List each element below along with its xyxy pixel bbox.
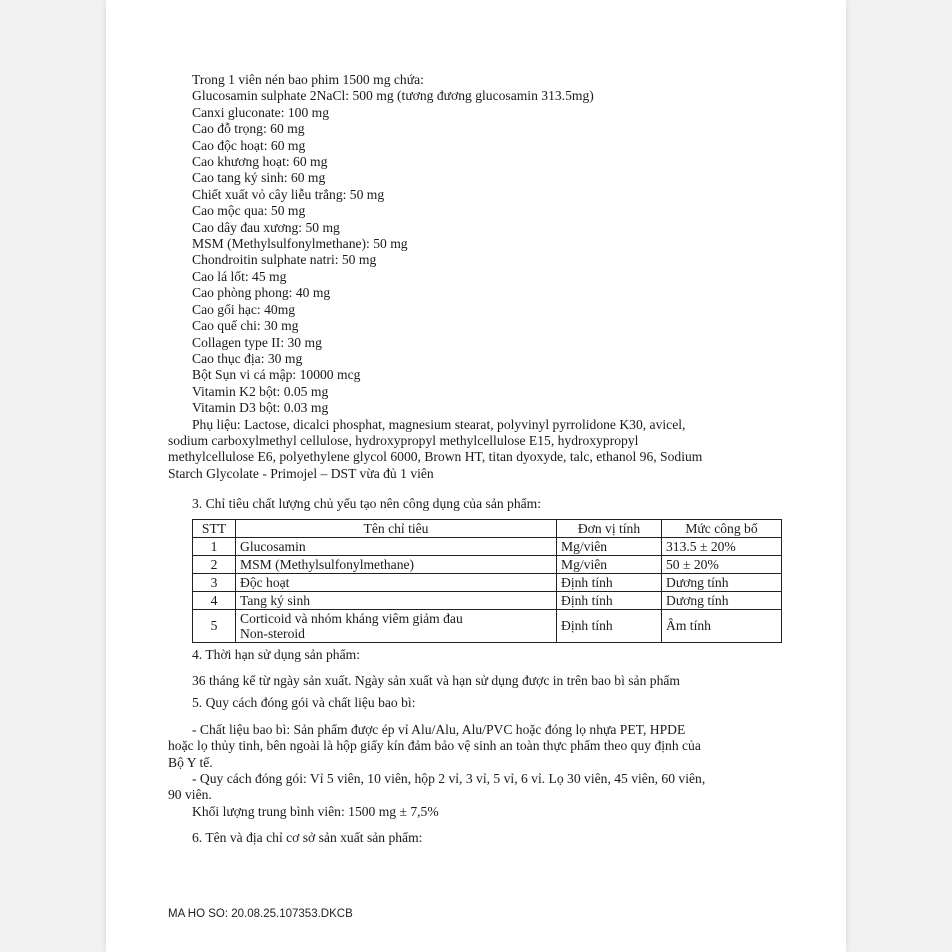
- packaging-material-paragraph: [168, 722, 788, 771]
- ingredients-list: [168, 72, 788, 417]
- cell-value: 50 ± 20%: [662, 555, 782, 573]
- document-page: [106, 0, 846, 952]
- cell-name: [236, 609, 557, 642]
- cell-name: MSM (Methylsulfonylmethane): [236, 555, 557, 573]
- table-row: [193, 609, 782, 642]
- ingredient-item: Cao gối hạc: 40mg: [192, 301, 296, 317]
- file-code-footer: MA HO SO: 20.08.25.107353.DKCB: [168, 908, 353, 920]
- cell-name: Tang ký sinh: [236, 591, 557, 609]
- ingredient-item: Cao phòng phong: 40 mg: [192, 285, 331, 301]
- header-value: Mức công bố: [662, 519, 782, 537]
- cell-stt: 4: [193, 591, 236, 609]
- paragraph-line: - Quy cách đóng gói: Vỉ 5 viên, 10 viên, hộp 2 vỉ, 3 vỉ, 5 vỉ, 6 vỉ. Lọ 30 viên, 45 viên, 60 viên,: [192, 771, 706, 786]
- ingredient-item: Cao mộc qua: 50 mg: [192, 203, 306, 219]
- ingredient-item: Cao đỗ trọng: 60 mg: [192, 121, 305, 137]
- ingredient-item: Vitamin K2 bột: 0.05 mg: [192, 383, 329, 399]
- header-name: Tên chỉ tiêu: [236, 519, 557, 537]
- ingredient-item: Collagen type II: 30 mg: [192, 334, 322, 350]
- paragraph-line: 90 viên.: [168, 787, 212, 803]
- cell-unit: Định tính: [557, 591, 662, 609]
- table-row: [193, 573, 782, 591]
- cell-stt: 3: [193, 573, 236, 591]
- table-row: [193, 555, 782, 573]
- cell-name: Độc hoạt: [236, 573, 557, 591]
- table-row: [193, 591, 782, 609]
- ingredient-item: Bột Sụn vi cá mập: 10000 mcg: [192, 367, 361, 383]
- ingredient-item: Cao thục địa: 30 mg: [192, 350, 303, 366]
- cell-value: Dương tính: [662, 591, 782, 609]
- ingredient-item: Canxi gluconate: 100 mg: [192, 104, 330, 120]
- paragraph-line: Khối lượng trung bình viên: 1500 mg ± 7,5%: [192, 803, 439, 819]
- excipients-paragraph: [168, 417, 788, 483]
- excipients-line: sodium carboxylmethyl cellulose, hydroxypropyl methylcellulose E15, hydroxypropyl: [168, 432, 639, 448]
- excipients-line: methylcellulose E6, polyethylene glycol 6000, Brown HT, titan dyoxyde, talc, ethanol 96, Sodium: [168, 449, 703, 465]
- cell-name: Glucosamin: [236, 537, 557, 555]
- ingredient-item: MSM (Methylsulfonylmethane): 50 mg: [192, 236, 408, 252]
- section-5-title: 5. Quy cách đóng gói và chất liệu bao bì:: [192, 695, 416, 711]
- ingredient-item: Glucosamin sulphate 2NaCl: 500 mg (tương đương glucosamin 313.5mg): [192, 88, 594, 104]
- ingredient-item: Cao quế chi: 30 mg: [192, 318, 299, 334]
- cell-unit: Mg/viên: [557, 555, 662, 573]
- ingredients-title: Trong 1 viên nén bao phim 1500 mg chứa:: [192, 72, 424, 87]
- excipients-line: Phụ liệu: Lactose, dicalci phosphat, magnesium stearat, polyvinyl pyrrolidone K30, avicel,: [192, 416, 686, 432]
- paragraph-line: hoặc lọ thủy tinh, bên ngoài là hộp giấy kín đảm bảo vệ sinh an toàn thực phẩm theo quy định của: [168, 738, 701, 754]
- excipients-line: Starch Glycolate - Primojel – DST vừa đủ 1 viên: [168, 465, 434, 481]
- cell-value: Dương tính: [662, 573, 782, 591]
- header-stt: STT: [193, 519, 236, 537]
- ingredient-item: Cao tang ký sinh: 60 mg: [192, 170, 326, 186]
- cell-unit: Định tính: [557, 573, 662, 591]
- ingredient-item: Cao khương hoạt: 60 mg: [192, 154, 328, 170]
- document-content: [168, 72, 788, 847]
- header-unit: Đơn vị tính: [557, 519, 662, 537]
- cell-unit: Định tính: [557, 609, 662, 642]
- table-row: [193, 537, 782, 555]
- cell-unit: Mg/viên: [557, 537, 662, 555]
- ingredient-item: Vitamin D3 bột: 0.03 mg: [192, 400, 329, 416]
- quality-spec-table: [192, 519, 782, 643]
- section-6-title: 6. Tên và địa chỉ cơ sở sản xuất sản phẩm:: [192, 830, 423, 846]
- cell-value: Âm tính: [662, 609, 782, 642]
- paragraph-line: Bộ Y tế.: [168, 754, 213, 770]
- ingredient-item: Cao độc hoạt: 60 mg: [192, 137, 306, 153]
- section-3-title: 3. Chỉ tiêu chất lượng chủ yếu tạo nên công dụng của sản phẩm:: [192, 496, 542, 512]
- packing-spec-paragraph: [168, 771, 788, 820]
- ingredient-item: Cao lá lốt: 45 mg: [192, 268, 287, 284]
- section-4-text: 36 tháng kể từ ngày sản xuất. Ngày sản xuất và hạn sử dụng được in trên bao bì sản phẩm: [192, 672, 680, 688]
- table-header-row: [193, 519, 782, 537]
- cell-stt: 1: [193, 537, 236, 555]
- cell-stt: 5: [193, 609, 236, 642]
- cell-name-line: Corticoid và nhóm kháng viêm giảm đau: [240, 610, 463, 626]
- cell-stt: 2: [193, 555, 236, 573]
- cell-name-line: Non-steroid: [240, 625, 305, 641]
- cell-value: 313.5 ± 20%: [662, 537, 782, 555]
- section-4-title: 4. Thời hạn sử dụng sản phẩm:: [192, 646, 360, 662]
- ingredient-item: Chiết xuất vỏ cây liễu trắng: 50 mg: [192, 186, 385, 202]
- ingredient-item: Cao dây đau xương: 50 mg: [192, 219, 340, 235]
- paragraph-line: - Chất liệu bao bì: Sản phẩm được ép vỉ Alu/Alu, Alu/PVC hoặc đóng lọ nhựa PET, HPDE: [192, 721, 686, 737]
- ingredient-item: Chondroitin sulphate natri: 50 mg: [192, 252, 377, 268]
